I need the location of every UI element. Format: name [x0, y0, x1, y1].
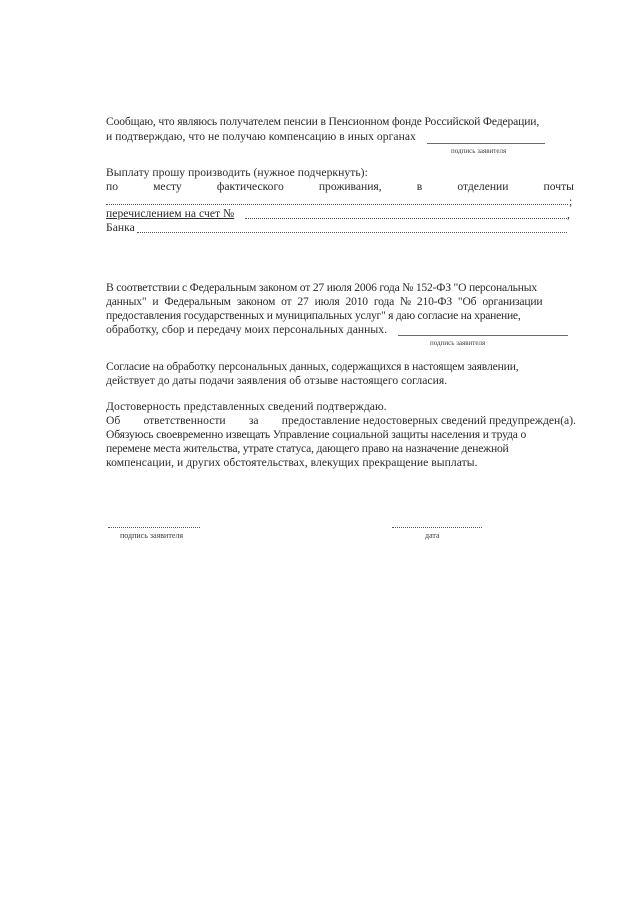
- word-otdelenii: отделении: [457, 180, 509, 193]
- payment-method-heading: Выплату прошу производить (нужное подчеркнуть):: [106, 166, 368, 179]
- bank-fill-line[interactable]: [137, 232, 567, 233]
- obligation-line-2: перемене места жительства, утрате статуса, дающего право на назначение денежной: [106, 442, 509, 455]
- pension-statement-line-1: Сообщаю, что являюсь получателем пенсии в Пенсионном фонде Российской Федерации,: [106, 115, 540, 128]
- applicant-signature-caption: подпись заявителя: [120, 531, 184, 540]
- signature-line-2[interactable]: [398, 335, 568, 336]
- applicant-signature-line[interactable]: [108, 527, 200, 528]
- liability-warning-tail: предоставление недостоверных сведений предупрежден(а).: [281, 414, 576, 427]
- liability-warning-row: [106, 414, 576, 428]
- post-office-fill-line[interactable]: [106, 204, 568, 205]
- consent-line-3: предоставления государственных и муниципальных услуг" я даю согласие на хранение,: [106, 309, 521, 322]
- consent-validity-line-1: Согласие на обработку персональных данных, содержащихся в настоящем заявлении,: [106, 360, 519, 373]
- date-line[interactable]: [392, 527, 482, 528]
- obligation-line-3: компенсации, и других обстоятельствах, влекущих прекращение выплаты.: [106, 456, 478, 469]
- consent-validity-line-2: действует до даты подачи заявления об отзыве настоящего согласия.: [106, 374, 448, 387]
- signature-caption-1: подпись заявителя: [451, 147, 507, 155]
- obligation-line-1: Обязуюсь своевременно извещать Управление социальной защиты населения и труда о: [106, 428, 527, 441]
- account-line-end: ,: [567, 208, 570, 221]
- account-transfer-label: перечислением на счет №: [106, 207, 235, 220]
- word-ob: Об: [106, 414, 121, 427]
- word-fakticheskogo: фактического: [216, 180, 284, 193]
- word-po: по: [106, 180, 119, 193]
- accuracy-confirmation: Достоверность представленных сведений подтверждаю.: [106, 400, 387, 413]
- payment-option-post-row: [106, 180, 574, 194]
- signature-line-1[interactable]: [427, 143, 545, 144]
- word-pochty: почты: [543, 180, 574, 193]
- consent-line-4: обработку, сбор и передачу моих персональных данных.: [106, 323, 388, 336]
- date-caption: дата: [425, 531, 440, 540]
- word-v: в: [416, 180, 423, 193]
- account-number-fill-line[interactable]: [245, 218, 567, 219]
- consent-line-1: В соответствии с Федеральным законом от 27 июля 2006 года № 152-ФЗ "О персональных: [106, 281, 537, 294]
- pension-statement-line-2: и подтверждаю, что не получаю компенсацию в иных органах: [106, 130, 416, 143]
- word-otvetstvennosti: ответственности: [143, 414, 226, 427]
- consent-line-2: данных" и Федеральным законом от 27 июля 2010 года № 210-ФЗ "Об организации: [106, 295, 543, 308]
- word-prozhivaniya: проживания,: [318, 180, 382, 193]
- post-office-line-end: ;: [569, 195, 573, 208]
- word-za: за: [248, 414, 259, 427]
- signature-caption-2: подпись заявителя: [430, 339, 486, 347]
- bank-label: Банка: [106, 221, 135, 234]
- word-mestu: месту: [153, 180, 182, 193]
